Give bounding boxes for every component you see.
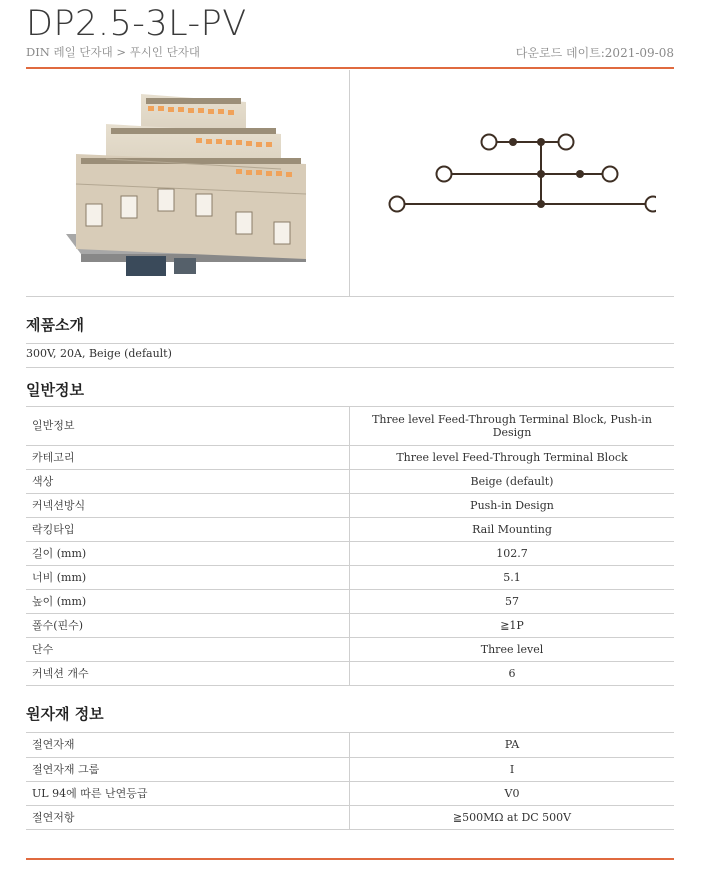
spec-label: UL 94에 따른 난연등급: [26, 781, 350, 805]
spec-label: 락킹타입: [26, 517, 350, 541]
spec-label: 너비 (mm): [26, 565, 350, 589]
spec-value: I: [350, 757, 675, 781]
wiring-schematic: [366, 110, 656, 220]
spec-label: 길이 (mm): [26, 541, 350, 565]
spec-label: 일반정보: [26, 407, 350, 445]
download-date: 다운로드 데이트:2021-09-08: [515, 46, 674, 60]
spec-label: 카테고리: [26, 445, 350, 469]
spec-label: 폴수(핀수): [26, 613, 350, 637]
spec-label: 절연저항: [26, 805, 350, 829]
spec-value: 57: [350, 589, 675, 613]
spec-label: 커넥션방식: [26, 493, 350, 517]
product-photo: [46, 84, 326, 284]
spec-value: Three level Feed-Through Terminal Block, Push-in Design: [350, 407, 675, 445]
intro-bottom-rule: [26, 367, 674, 368]
spec-value: PA: [350, 733, 675, 757]
spec-label: 절연자재 그룹: [26, 757, 350, 781]
breadcrumb[interactable]: DIN 레일 단자대 > 푸시인 단자대: [26, 45, 200, 59]
intro-rule: [26, 343, 674, 344]
spec-value: Push-in Design: [350, 493, 675, 517]
spec-value: 5.1: [350, 565, 675, 589]
spec-value: Rail Mounting: [350, 517, 675, 541]
table-row: [26, 565, 674, 589]
intro-heading: 제품소개: [26, 316, 84, 334]
table-row: [26, 493, 674, 517]
spec-value: ≧1P: [350, 613, 675, 637]
intro-text: 300V, 20A, Beige (default): [26, 347, 172, 360]
material-spec-table: [26, 733, 674, 830]
table-row: [26, 661, 674, 685]
spec-value: V0: [350, 781, 675, 805]
table-row: [26, 469, 674, 493]
spec-value: ≧500MΩ at DC 500V: [350, 805, 675, 829]
material-heading: 원자재 정보: [26, 705, 104, 723]
table-row: [26, 541, 674, 565]
table-row: [26, 757, 674, 781]
spec-label: 색상: [26, 469, 350, 493]
table-row: [26, 733, 674, 757]
spec-label: 커넥션 개수: [26, 661, 350, 685]
general-spec-table: [26, 407, 674, 686]
spec-label: 높이 (mm): [26, 589, 350, 613]
spec-value: 6: [350, 661, 675, 685]
table-row: [26, 781, 674, 805]
table-row: [26, 805, 674, 829]
general-heading: 일반정보: [26, 381, 84, 399]
spec-value: Three level Feed-Through Terminal Block: [350, 445, 675, 469]
table-row: [26, 589, 674, 613]
table-row: [26, 517, 674, 541]
table-row: [26, 407, 674, 445]
spec-label: 단수: [26, 637, 350, 661]
table-row: [26, 613, 674, 637]
spec-value: 102.7: [350, 541, 675, 565]
table-row: [26, 445, 674, 469]
footer-rule: [26, 858, 674, 860]
product-hero: [26, 70, 674, 297]
hero-divider: [349, 70, 350, 296]
table-row: [26, 637, 674, 661]
spec-value: Three level: [350, 637, 675, 661]
header-rule: [26, 67, 674, 69]
product-title: DP2.5-3L-PV: [26, 4, 247, 44]
spec-value: Beige (default): [350, 469, 675, 493]
spec-label: 절연자재: [26, 733, 350, 757]
